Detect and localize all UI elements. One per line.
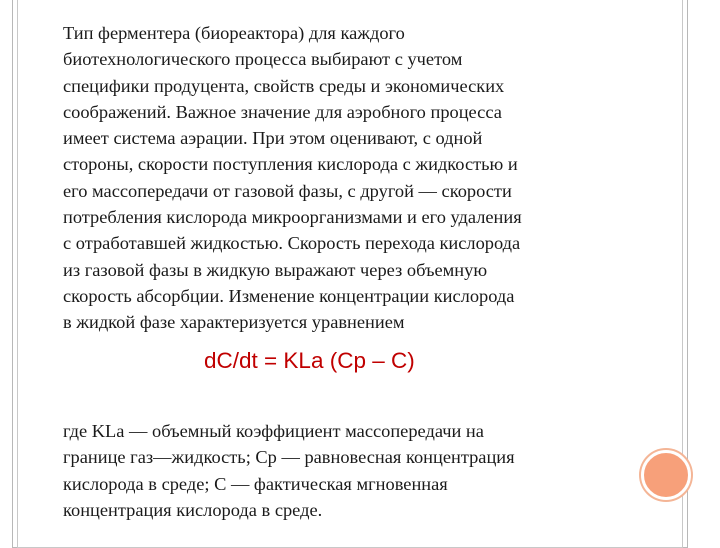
text-line: где KLa — объемный коэффициент массопередачи на xyxy=(63,421,484,441)
text-line: с отработавшей жидкостью. Скорость перехода кислорода xyxy=(63,233,521,254)
body-paragraph-2 xyxy=(63,418,633,523)
text-line: Тип ферментера (биореактора) для каждого xyxy=(63,23,405,43)
text-line: потребления кислорода микроорганизмами и его удаления xyxy=(63,207,522,228)
text-line: соображений. Важное значение для аэробного процесса xyxy=(63,101,502,122)
body-paragraph-1 xyxy=(63,20,633,336)
text-line: специфики продуцента, свойств среды и экономических xyxy=(63,75,505,96)
slide-right-gutter xyxy=(688,0,720,540)
text-line: скорость абсорбции. Изменение концентрации кислорода xyxy=(63,285,515,306)
text-line: из газовой фазы в жидкую выражают через объемную xyxy=(63,259,488,280)
text-line: кислорода в среде; C — фактическая мгновенная xyxy=(63,473,448,494)
text-line: границе газ—жидкость; Cp — равновесная концентрация xyxy=(63,447,515,468)
text-line: концентрация кислорода в среде. xyxy=(63,499,323,520)
decorative-circle-icon xyxy=(641,450,691,500)
text-line: в жидкой фазе характеризуется уравнением xyxy=(63,312,405,333)
text-line: стороны, скорости поступления кислорода с жидкостью и xyxy=(63,154,518,175)
oxygen-transfer-equation: dC/dt = KLa (Cp – C) xyxy=(204,348,415,373)
text-line: биотехнологического процесса выбирают с учетом xyxy=(63,49,463,70)
text-line: имеет система аэрации. При этом оценивают, с одной xyxy=(63,128,483,149)
text-line: его массопередачи от газовой фазы, с другой — скорости xyxy=(63,180,512,201)
